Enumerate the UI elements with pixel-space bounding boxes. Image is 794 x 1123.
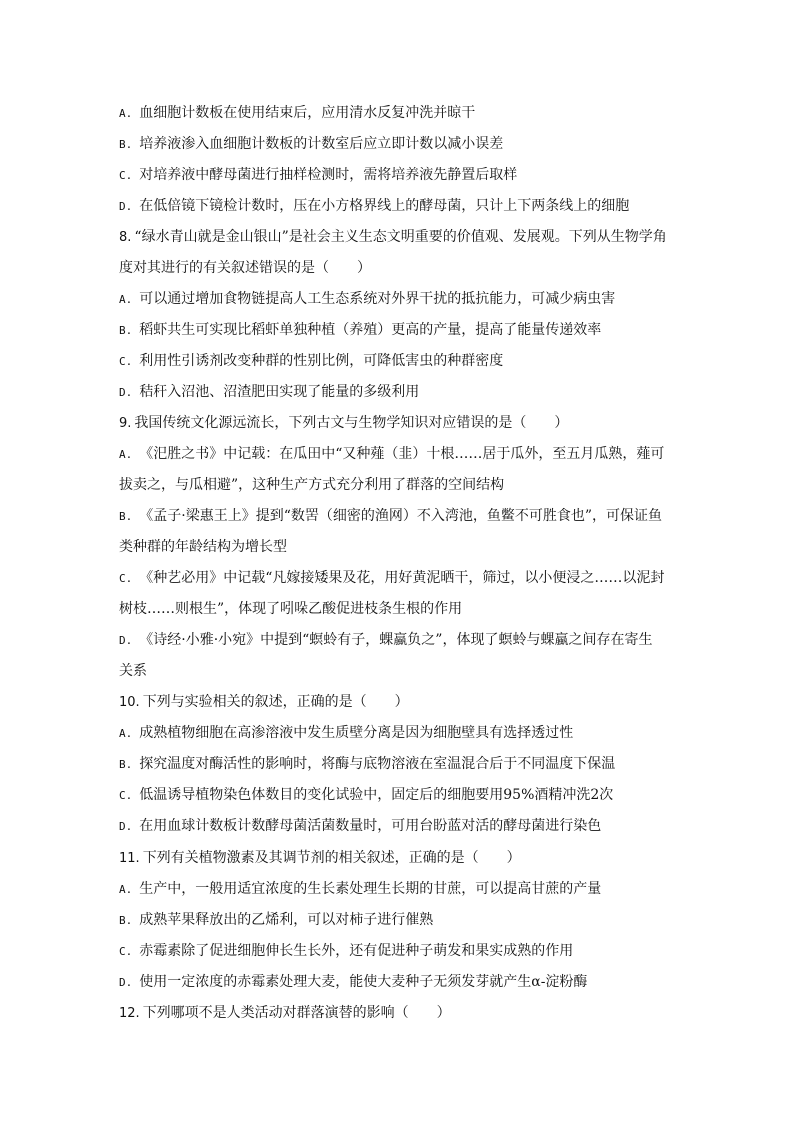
q7-option-d: D. 在低倍镜下镜检计数时，压在小方格界线上的酵母菌，只计上下两条线上的细胞 xyxy=(119,198,630,214)
q10-option-c: C. 低温诱导植物染色体数目的变化试验中，固定后的细胞要用95%酒精冲洗2次 xyxy=(119,787,614,803)
q11-stem: 11. 下列有关植物激素及其调节剂的相关叙述，正确的是（ ） xyxy=(119,850,521,866)
q10-stem: 10. 下列与实验相关的叙述，正确的是（ ） xyxy=(119,694,409,710)
q9-stem: 9. 我国传统文化源远流长，下列古文与生物学知识对应错误的是（ ） xyxy=(119,415,569,431)
q12-stem: 12. 下列哪项不是人类活动对群落演替的影响（ ） xyxy=(119,1005,451,1021)
q9-option-c-line1: C. 《种艺必用》中记载“凡嫁接矮果及花，用好黄泥晒干，筛过，以小便浸之……以泥封 xyxy=(119,570,665,586)
q11-option-c: C. 赤霉素除了促进细胞伸长生长外，还有促进种子萌发和果实成熟的作用 xyxy=(119,943,574,959)
q8-stem-line1: 8. “绿水青山就是金山银山”是社会主义生态文明重要的价值观、发展观。下列从生物学角 xyxy=(119,229,667,245)
q11-option-b: B. 成熟苹果释放出的乙烯利，可以对柿子进行催熟 xyxy=(119,912,434,928)
q10-option-d: D. 在用血球计数板计数酵母菌活菌数量时，可用台盼蓝对活的酵母菌进行染色 xyxy=(119,818,602,834)
q8-option-d: D. 秸秆入沼池、沼渣肥田实现了能量的多级利用 xyxy=(119,384,420,400)
q9-option-c-line2: 树枝……则根生”，体现了吲哚乙酸促进枝条生根的作用 xyxy=(119,601,463,617)
q7-option-c: C. 对培养液中酵母菌进行抽样检测时，需将培养液先静置后取样 xyxy=(119,167,518,183)
q9-option-a-line1: A. 《汜胜之书》中记载：在瓜田中“又种薤（韭）十根……居于瓜外，至五月瓜熟，薤可 xyxy=(119,446,665,462)
q8-option-b: B. 稻虾共生可实现比稻虾单独种植（养殖）更高的产量，提高了能量传递效率 xyxy=(119,322,602,338)
q8-stem-line2: 度对其进行的有关叙述错误的是（ ） xyxy=(119,260,371,276)
q9-option-d-line2: 关系 xyxy=(119,663,147,679)
q10-option-a: A. 成熟植物细胞在高渗溶液中发生质壁分离是因为细胞壁具有选择透过性 xyxy=(119,725,574,741)
q11-option-d: D. 使用一定浓度的赤霉素处理大麦，能使大麦种子无须发芽就产生α-淀粉酶 xyxy=(119,974,588,990)
q10-option-b: B. 探究温度对酶活性的影响时，将酶与底物溶液在室温混合后于不同温度下保温 xyxy=(119,756,616,772)
q8-option-a: A. 可以通过增加食物链提高人工生态系统对外界干扰的抵抗能力，可减少病虫害 xyxy=(119,291,616,307)
q7-option-a: A. 血细胞计数板在使用结束后，应用清水反复冲洗并晾干 xyxy=(119,105,476,121)
q9-option-a-line2: 拔卖之，与瓜相避”，这种生产方式充分利用了群落的空间结构 xyxy=(119,477,505,493)
q9-option-b-line2: 类种群的年龄结构为增长型 xyxy=(119,539,287,555)
q7-option-b: B. 培养液渗入血细胞计数板的计数室后应立即计数以减小误差 xyxy=(119,136,504,152)
q11-option-a: A. 生产中，一般用适宜浓度的生长素处理生长期的甘蔗，可以提高甘蔗的产量 xyxy=(119,881,602,897)
q9-option-d-line1: D. 《诗经·小雅·小宛》中提到“螟蛉有子，蜾蠃负之”，体现了螟蛉与蜾蠃之间存在寄生 xyxy=(119,632,653,648)
q9-option-b-line1: B. 《孟子·梁惠王上》提到“数罟（细密的渔网）不入湾池，鱼鳖不可胜食也”，可保证鱼 xyxy=(119,508,663,524)
q8-option-c: C. 利用性引诱剂改变种群的性别比例，可降低害虫的种群密度 xyxy=(119,353,504,369)
